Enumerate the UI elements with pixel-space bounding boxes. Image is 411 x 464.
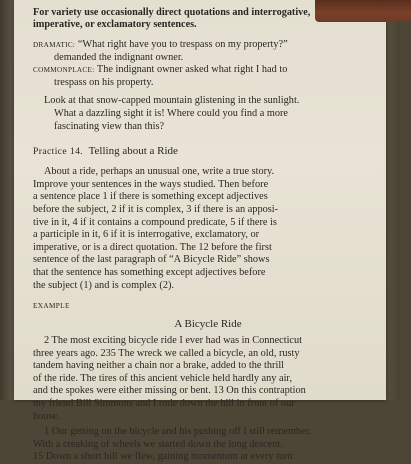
commonplace-line-2: trespass on his property. — [54, 76, 154, 88]
practice-heading — [33, 144, 383, 159]
practice-label: Practice 14. — [33, 146, 84, 158]
practice-body-line: the subject (1) and is complex (2). — [33, 279, 174, 291]
practice-title: Telling about a Ride — [88, 145, 178, 158]
story-line: 2 The most exciting bicycle ride I ever had was in Connecticut — [44, 335, 303, 347]
practice-body-line: that the sentence has something except adjectives before — [33, 266, 266, 278]
dramatic-label: DRAMATIC: — [33, 41, 76, 49]
practice-body-line: tive in it, 4 if it contains a compound predicate, 5 if there is — [33, 216, 277, 228]
story-line: With a creaking of wheels we started down the long descent. — [33, 438, 283, 450]
lead-line-1: For variety use occasionally direct quotations and interrogative, — [33, 7, 311, 18]
look-line-1: Look at that snow-capped mountain glistening in the sunlight. — [44, 95, 300, 107]
commonplace-label: COMMONPLACE: — [33, 66, 95, 75]
story-paragraph-2 — [33, 426, 383, 464]
dramatic-line-1: “What right have you to trespass on my property?” — [77, 39, 288, 50]
story-line: and the spokes were either missing or bent. 13 On this contraption — [33, 385, 306, 397]
practice-body-line: sentence of the last paragraph of “A Bicycle Ride” shows — [33, 254, 270, 266]
book-page — [14, 0, 386, 463]
dramatic-example — [33, 39, 383, 52]
story-line: three years ago. 235 The wreck we called a bicycle, an old, rusty — [33, 347, 300, 359]
practice-body-line: About a ride, perhaps an unusual one, write a true story. — [44, 166, 275, 178]
dramatic-line-2: demanded the indignant owner. — [54, 51, 184, 63]
practice-body-line: before the subject, 2 if it is complex, 3 if there is an apposi- — [33, 203, 279, 215]
story-line: my friend Bill Simmons and I rode down the hill in front of our — [33, 398, 295, 410]
story-line: tandem having neither a chain nor a brake, added to the thrill — [33, 360, 285, 372]
lead-line-2: imperative, or exclamatory sentences. — [33, 19, 197, 30]
practice-body — [33, 166, 383, 292]
practice-body-line: imperative, or is a direct quotation. The 12 before the first — [33, 241, 272, 253]
story-line: 15 Down a short hill we flew, gaining momentum at every turn — [33, 451, 293, 463]
practice-body-line: Improve your sentences in the ways studied. Then before — [33, 178, 269, 190]
story-title: A Bicycle Ride — [174, 318, 242, 331]
commonplace-line-1: The indignant owner asked what right I had to — [96, 64, 288, 76]
example-label: EXAMPLE — [33, 302, 70, 311]
commonplace-example — [33, 64, 383, 77]
story-line: 1 Our getting on the bicycle and his pushing off I still remember. — [44, 426, 312, 438]
story-paragraph-1 — [33, 335, 383, 423]
look-line-3: fascinating view than this? — [54, 120, 165, 132]
page-text — [33, 0, 383, 464]
practice-body-line: a sentence place 1 if there is something except adjectives — [33, 191, 268, 203]
look-line-2: What a dazzling sight it is! Where could you find a more — [54, 107, 288, 119]
story-line: house. — [33, 410, 60, 422]
practice-body-line: a participle in it, 6 if it is interrogative, exclamatory, or — [33, 229, 260, 241]
story-line: of the ride. The tires of this ancient vehicle held hardly any air, — [33, 372, 293, 384]
